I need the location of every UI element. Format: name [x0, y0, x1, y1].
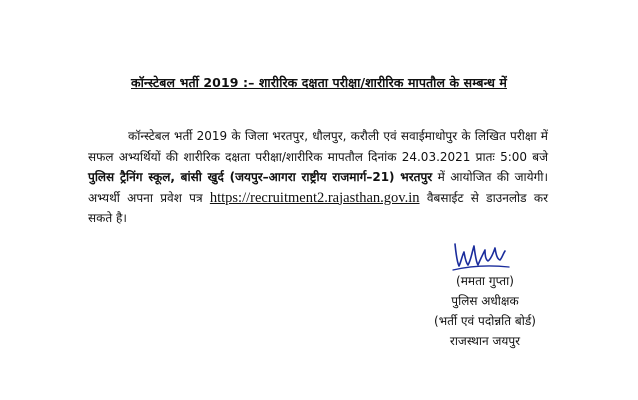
signature-image: [445, 232, 525, 274]
para-text-1: कॉन्स्टेबल भर्ती 2019 के जिला भरतपुर, धौलपुर, करौली एवं सवाईमाधोपुर के लिखित परीक्षा में सफल अभ्यर्थियों की शारीरिक दक्षता परीक्षा/शारीरिक मापतौल दिनांक 24.03.2021 प्रातः 5:00 बजे: [88, 129, 548, 164]
venue-text: पुलिस ट्रैनिंग स्कूल, बांसी खुर्द (जयपुर–आगरा राष्ट्रीय राजमार्ग–21) भरतपुर: [88, 170, 433, 184]
signatory-name: (ममता गुप्ता): [456, 274, 514, 288]
signatory-designation: पुलिस अधीक्षक: [451, 294, 519, 308]
para-text-3: वैबसाईट से डाउनलोड कर सकते है।: [88, 190, 548, 225]
notice-body: [88, 126, 548, 229]
notice-paragraph: [88, 126, 548, 229]
notice-title: कॉन्स्टेबल भर्ती 2019 :– शारीरिक दक्षता परीक्षा/शारीरिक मापतौल के सम्बन्ध में: [130, 75, 508, 90]
signatory-location: राजस्थान जयपुर: [449, 334, 521, 348]
recruitment-website-link[interactable]: https://recruitment2.rajasthan.gov.in: [209, 189, 420, 206]
signatory-department: (भर्ती एवं पदोन्नति बोर्ड): [434, 314, 536, 328]
signature-block: [405, 271, 565, 351]
para-text-2: में आयोजित की जायेगी। अभ्यर्थी अपना प्रवेश पत्र: [88, 170, 548, 205]
